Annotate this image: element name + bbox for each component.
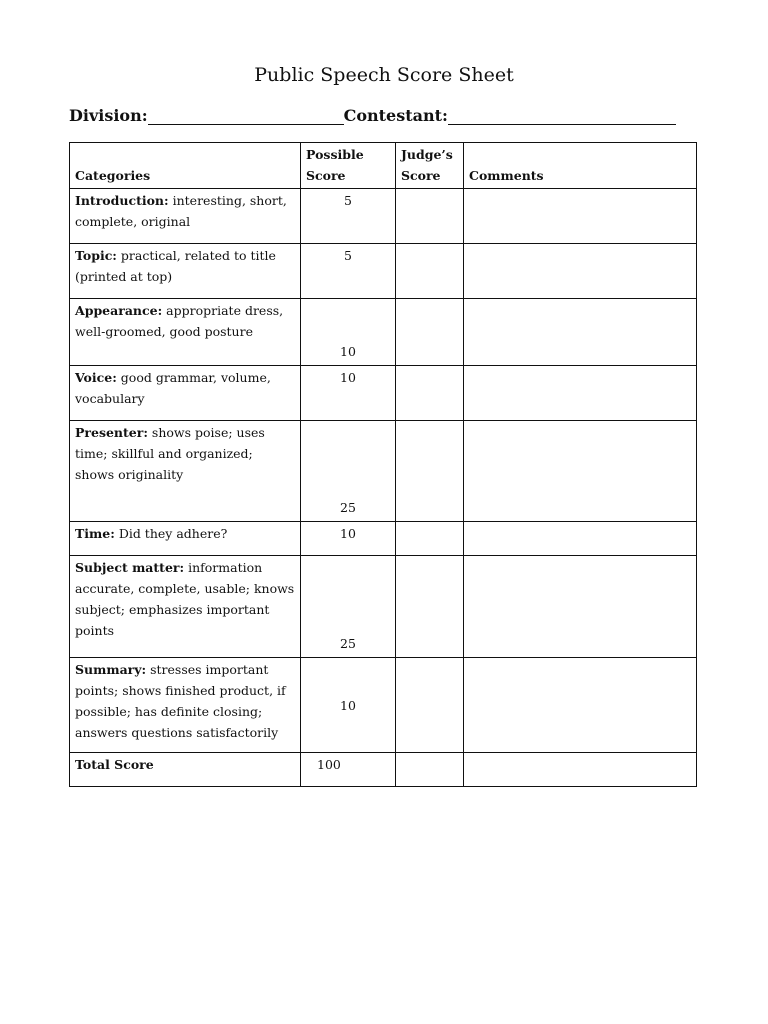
total-possible-cell: 100 xyxy=(301,753,396,787)
judge-score-cell[interactable] xyxy=(396,299,464,366)
table-row xyxy=(70,658,697,753)
category-cell xyxy=(70,421,301,522)
header-judges-line2: Score xyxy=(401,168,441,183)
header-possible-line1: Possible xyxy=(306,147,364,162)
table-row xyxy=(70,556,697,658)
header-possible-line2: Score xyxy=(306,168,346,183)
total-comments-cell[interactable] xyxy=(464,753,697,787)
total-row xyxy=(70,753,697,787)
table-row xyxy=(70,522,697,556)
header-fields xyxy=(69,106,676,125)
table-row xyxy=(70,244,697,299)
header-judges-line1: Judge’s xyxy=(401,147,453,162)
possible-score-cell: 25 xyxy=(301,556,396,658)
table-row xyxy=(70,299,697,366)
total-judge-score-cell[interactable] xyxy=(396,753,464,787)
contestant-blank-field[interactable] xyxy=(448,106,676,125)
category-description: Did they adhere? xyxy=(114,526,228,541)
table-header-row xyxy=(70,143,697,189)
category-cell xyxy=(70,244,301,299)
category-name: Introduction: xyxy=(75,193,169,208)
total-score-label: Total Score xyxy=(75,757,154,772)
comments-cell[interactable] xyxy=(464,299,697,366)
category-name: Topic: xyxy=(75,248,117,263)
header-categories: Categories xyxy=(70,143,301,189)
division-blank-field[interactable] xyxy=(148,106,344,125)
category-name: Summary: xyxy=(75,662,147,677)
contestant-label: Contestant: xyxy=(343,106,448,125)
header-comments: Comments xyxy=(464,143,697,189)
table-row xyxy=(70,366,697,421)
category-description: information accurate, complete, usable; knows subject; emphasizes important points xyxy=(75,560,295,638)
possible-score-cell: 5 xyxy=(301,244,396,299)
category-name: Voice: xyxy=(75,370,117,385)
judge-score-cell[interactable] xyxy=(396,189,464,244)
possible-score-cell: 10 xyxy=(301,658,396,753)
possible-score-cell: 10 xyxy=(301,299,396,366)
header-possible-score xyxy=(301,143,396,189)
category-cell xyxy=(70,658,301,753)
category-cell xyxy=(70,366,301,421)
category-name: Time: xyxy=(75,526,115,541)
category-description: interesting, short, complete, original xyxy=(75,193,287,229)
possible-score-cell: 25 xyxy=(301,421,396,522)
comments-cell[interactable] xyxy=(464,658,697,753)
page-title: Public Speech Score Sheet xyxy=(254,64,514,86)
category-description: shows poise; uses time; skillful and organized; shows originality xyxy=(75,425,265,482)
score-table xyxy=(69,142,697,787)
possible-score-cell: 10 xyxy=(301,366,396,421)
table-row xyxy=(70,189,697,244)
category-cell xyxy=(70,189,301,244)
total-label-cell xyxy=(70,753,301,787)
comments-cell[interactable] xyxy=(464,244,697,299)
table-row xyxy=(70,421,697,522)
judge-score-cell[interactable] xyxy=(396,556,464,658)
judge-score-cell[interactable] xyxy=(396,244,464,299)
comments-cell[interactable] xyxy=(464,421,697,522)
category-name: Appearance: xyxy=(75,303,163,318)
possible-score-cell: 5 xyxy=(301,189,396,244)
judge-score-cell[interactable] xyxy=(396,366,464,421)
category-description: good grammar, volume, vocabulary xyxy=(75,370,271,406)
comments-cell[interactable] xyxy=(464,189,697,244)
judge-score-cell[interactable] xyxy=(396,522,464,556)
category-description: practical, related to title (printed at top) xyxy=(75,248,276,284)
comments-cell[interactable] xyxy=(464,522,697,556)
judge-score-cell[interactable] xyxy=(396,658,464,753)
category-name: Presenter: xyxy=(75,425,148,440)
category-cell xyxy=(70,556,301,658)
division-label: Division: xyxy=(69,106,148,125)
category-cell xyxy=(70,522,301,556)
comments-cell[interactable] xyxy=(464,556,697,658)
category-name: Subject matter: xyxy=(75,560,185,575)
category-description: appropriate dress, well-groomed, good posture xyxy=(75,303,284,339)
category-cell xyxy=(70,299,301,366)
comments-cell[interactable] xyxy=(464,366,697,421)
possible-score-cell: 10 xyxy=(301,522,396,556)
category-description: stresses important points; shows finished product, if possible; has definite closing; answers questions satisfactorily xyxy=(75,662,286,740)
judge-score-cell[interactable] xyxy=(396,421,464,522)
header-judges-score xyxy=(396,143,464,189)
